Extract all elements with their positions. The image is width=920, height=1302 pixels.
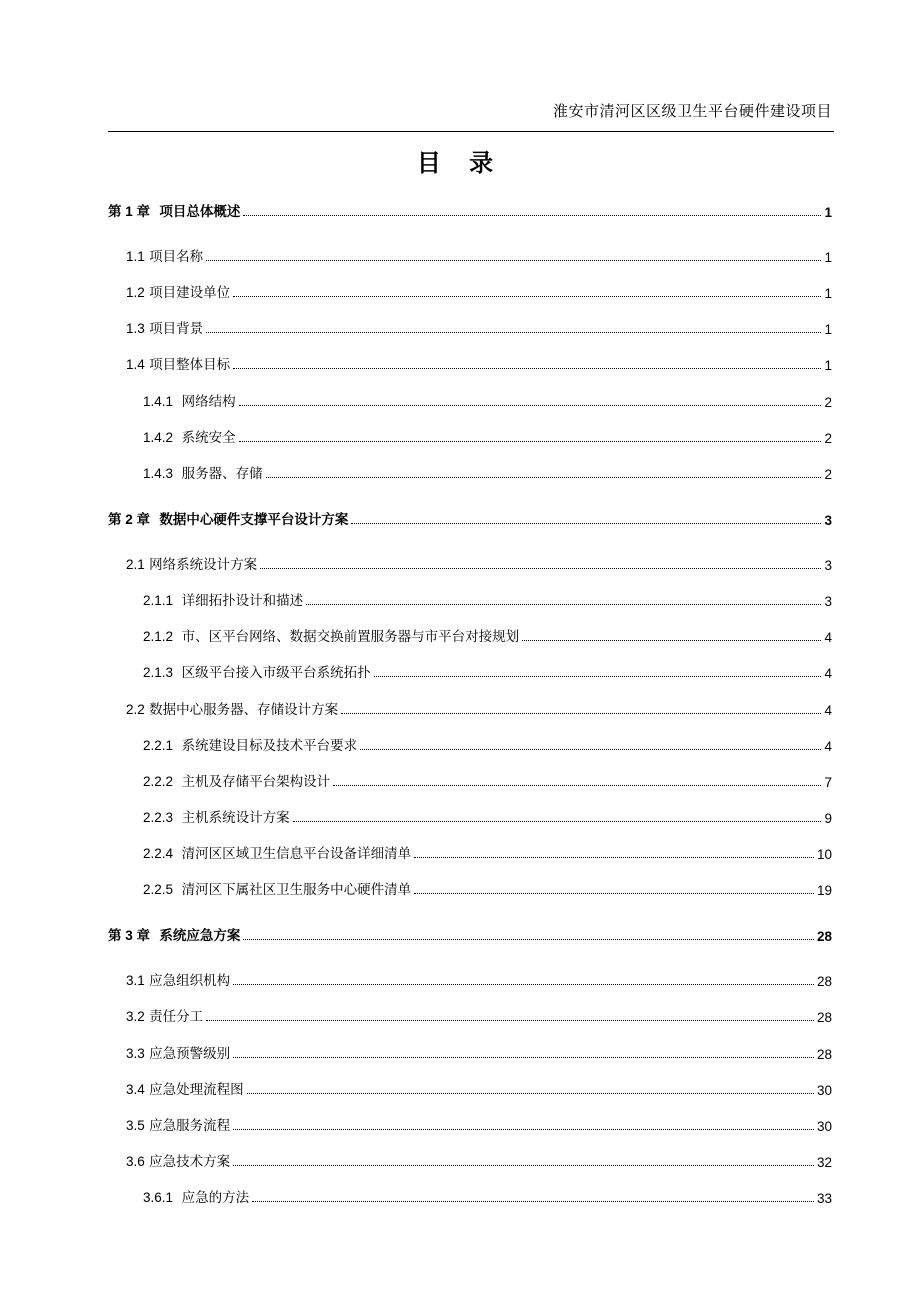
toc-entry-number: 3.4 (126, 1082, 145, 1097)
toc-entry-2-2[interactable] (126, 698, 832, 718)
dot-leader (360, 749, 821, 750)
dot-leader (243, 215, 821, 216)
toc-entry-text: 应急服务流程 (149, 1118, 231, 1134)
dot-leader (341, 713, 821, 714)
toc-entry-page: 1 (824, 250, 832, 265)
toc-entry-page: 3 (824, 513, 832, 528)
toc-entry-text: 系统建设目标及技术平台要求 (181, 738, 358, 754)
toc-entry-page: 28 (816, 929, 832, 944)
toc-entry-1-4[interactable] (126, 353, 832, 373)
toc-entry-3-2[interactable] (126, 1005, 832, 1025)
toc-entry-number: 3.2 (126, 1009, 145, 1024)
toc-entry-number: 3.1 (126, 973, 145, 988)
toc-entry-text: 项目背景 (149, 321, 204, 337)
dot-leader (414, 857, 814, 858)
toc-entry-page: 4 (824, 630, 832, 645)
dot-leader (233, 1165, 814, 1166)
toc-entry-page: 4 (824, 666, 832, 681)
toc-entry-1-4-1[interactable] (143, 390, 832, 410)
dot-leader (233, 1129, 814, 1130)
toc-entry-page: 28 (816, 1047, 832, 1062)
toc-entry-3-5[interactable] (126, 1114, 832, 1134)
toc-entry-number: 2.2.2 (143, 774, 174, 789)
toc-entry-page: 30 (816, 1119, 832, 1134)
toc-entry-page: 10 (816, 847, 832, 862)
dot-leader (252, 1201, 814, 1202)
toc-entry-page: 3 (824, 558, 832, 573)
toc-entry-number: 第 2 章 (108, 512, 151, 527)
toc-entry-text: 项目建设单位 (149, 285, 231, 301)
toc-entry-page: 9 (824, 811, 832, 826)
toc-entry-1-1[interactable] (126, 245, 832, 265)
dot-leader (293, 821, 822, 822)
toc-entry-text: 网络结构 (181, 394, 236, 410)
toc-entry-number: 1.4.3 (143, 466, 174, 481)
toc-entry-text: 项目名称 (149, 249, 204, 265)
toc-entry-number: 2.1 (126, 557, 145, 572)
toc-entry-page: 2 (824, 467, 832, 482)
toc-entry-3-6[interactable] (126, 1150, 832, 1170)
dot-leader (239, 441, 822, 442)
header-divider (108, 131, 834, 132)
toc-entry-1-4-3[interactable] (143, 462, 832, 482)
toc-entry-chapter-3[interactable] (108, 924, 832, 944)
dot-leader (247, 1093, 814, 1094)
toc-entry-3-3[interactable] (126, 1042, 832, 1062)
toc-entry-number: 3.6 (126, 1154, 145, 1169)
toc-entry-page: 1 (824, 358, 832, 373)
toc-entry-text: 项目总体概述 (159, 204, 241, 220)
toc-entry-number: 2.2.4 (143, 846, 174, 861)
toc-entry-text: 详细拓扑设计和描述 (181, 593, 304, 609)
toc-entry-2-1-3[interactable] (143, 661, 832, 681)
toc-entry-page: 1 (824, 322, 832, 337)
toc-entry-text: 应急组织机构 (149, 973, 231, 989)
toc-entry-number: 1.4 (126, 357, 145, 372)
toc-entry-text: 数据中心服务器、存储设计方案 (149, 702, 339, 718)
toc-entry-text: 主机系统设计方案 (181, 810, 290, 826)
toc-entry-number: 1.3 (126, 321, 145, 336)
dot-leader (233, 1057, 814, 1058)
dot-leader (206, 260, 821, 261)
toc-entry-page: 3 (824, 594, 832, 609)
toc-entry-2-1-2[interactable] (143, 625, 832, 645)
dot-leader (333, 785, 821, 786)
dot-leader (233, 984, 814, 985)
toc-entry-text: 应急预警级别 (149, 1046, 231, 1062)
toc-entry-2-2-1[interactable] (143, 734, 832, 754)
toc-entry-2-2-4[interactable] (143, 842, 832, 862)
dot-leader (233, 368, 821, 369)
toc-entry-page: 19 (816, 883, 832, 898)
toc-entry-page: 1 (824, 286, 832, 301)
dot-leader (243, 939, 814, 940)
toc-entry-number: 第 3 章 (108, 928, 151, 943)
toc-entry-text: 应急处理流程图 (149, 1082, 244, 1098)
toc-entry-number: 3.3 (126, 1046, 145, 1061)
toc-title: 目 录 (416, 149, 504, 177)
toc-entry-2-1[interactable] (126, 553, 832, 573)
toc-entry-number: 2.2.3 (143, 810, 174, 825)
dot-leader (522, 640, 821, 641)
toc-entry-number: 3.5 (126, 1118, 145, 1133)
toc-entry-text: 主机及存储平台架构设计 (181, 774, 331, 790)
toc-entry-text: 系统应急方案 (159, 928, 241, 944)
toc-entry-2-2-5[interactable] (143, 878, 832, 898)
toc-entry-text: 应急技术方案 (149, 1154, 231, 1170)
toc-entry-page: 32 (816, 1155, 832, 1170)
toc-entry-page: 28 (816, 974, 832, 989)
dot-leader (233, 296, 821, 297)
toc-entry-2-2-3[interactable] (143, 806, 832, 826)
toc-entry-page: 7 (824, 775, 832, 790)
toc-entry-2-1-1[interactable] (143, 589, 832, 609)
toc-entry-number: 2.1.1 (143, 593, 174, 608)
dot-leader (239, 405, 822, 406)
dot-leader (206, 332, 821, 333)
toc-entry-text: 市、区平台网络、数据交换前置服务器与市平台对接规划 (181, 629, 520, 645)
toc-entry-number: 2.2.1 (143, 738, 174, 753)
toc-entry-page: 33 (816, 1191, 832, 1206)
toc-entry-chapter-2[interactable] (108, 508, 832, 528)
toc-entry-text: 清河区区域卫生信息平台设备详细清单 (181, 846, 412, 862)
toc-entry-number: 1.4.2 (143, 430, 174, 445)
toc-entry-number: 2.2 (126, 702, 145, 717)
toc-entry-3-6-1[interactable] (143, 1186, 832, 1206)
dot-leader (374, 676, 822, 677)
toc-entry-text: 系统安全 (181, 430, 236, 446)
toc-entry-number: 2.2.5 (143, 882, 174, 897)
toc-entry-number: 第 1 章 (108, 204, 151, 219)
dot-leader (351, 523, 821, 524)
toc-entry-page: 2 (824, 395, 832, 410)
toc-entry-text: 清河区下属社区卫生服务中心硬件清单 (181, 882, 412, 898)
toc-entry-number: 1.2 (126, 285, 145, 300)
toc-entry-1-2[interactable] (126, 281, 832, 301)
toc-entry-number: 1.1 (126, 249, 145, 264)
toc-entry-1-3[interactable] (126, 317, 832, 337)
toc-entry-page: 4 (824, 739, 832, 754)
toc-entry-number: 2.1.2 (143, 629, 174, 644)
toc-entry-number: 2.1.3 (143, 665, 174, 680)
toc-entry-page: 2 (824, 431, 832, 446)
toc-entry-3-1[interactable] (126, 969, 832, 989)
toc-entry-chapter-1[interactable] (108, 200, 832, 220)
toc-entry-text: 区级平台接入市级平台系统拓扑 (181, 665, 371, 681)
toc-entry-page: 4 (824, 703, 832, 718)
toc-entry-text: 责任分工 (149, 1009, 204, 1025)
toc-entry-1-4-2[interactable] (143, 426, 832, 446)
toc-entry-page: 28 (816, 1010, 832, 1025)
running-header: 淮安市清河区区级卫生平台硬件建设项目 (552, 102, 832, 120)
toc-entry-text: 网络系统设计方案 (149, 557, 258, 573)
toc-entry-page: 30 (816, 1083, 832, 1098)
toc-entry-2-2-2[interactable] (143, 770, 832, 790)
dot-leader (266, 477, 822, 478)
toc-entry-page: 1 (824, 205, 832, 220)
toc-entry-text: 服务器、存储 (181, 466, 263, 482)
dot-leader (260, 568, 821, 569)
dot-leader (414, 893, 814, 894)
toc-entry-text: 项目整体目标 (149, 357, 231, 373)
toc-entry-number: 1.4.1 (143, 394, 174, 409)
toc-entry-3-4[interactable] (126, 1078, 832, 1098)
toc-entry-text: 数据中心硬件支撑平台设计方案 (159, 512, 349, 528)
dot-leader (306, 604, 821, 605)
toc-entry-text: 应急的方法 (181, 1190, 250, 1206)
dot-leader (206, 1020, 814, 1021)
toc-entry-number: 3.6.1 (143, 1190, 174, 1205)
